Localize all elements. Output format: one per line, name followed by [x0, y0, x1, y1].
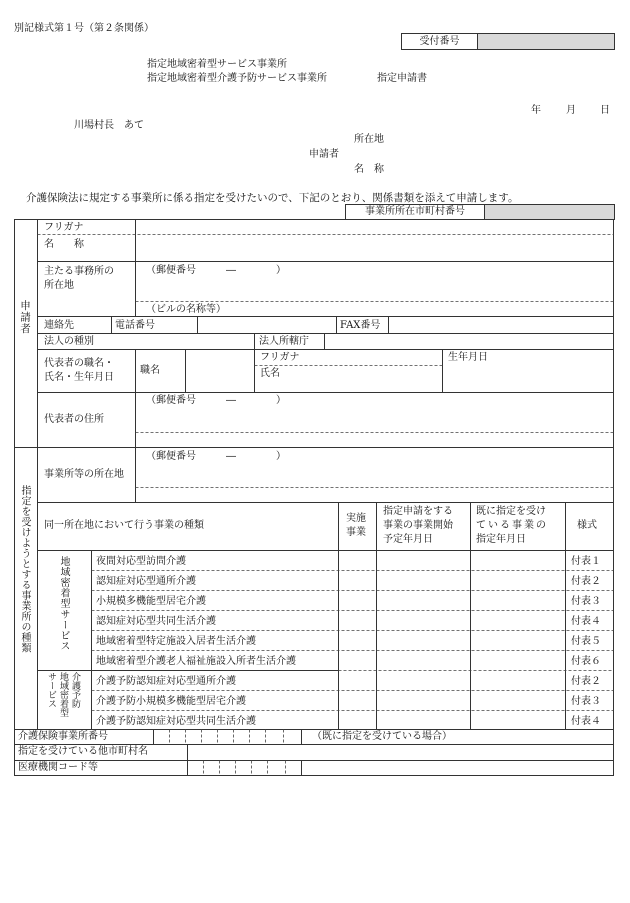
service-form: 付表２	[571, 576, 601, 587]
medical-code-label: 医療機関コード等	[18, 762, 98, 773]
date-month: 月	[566, 105, 576, 116]
furigana-label: フリガナ	[44, 222, 84, 233]
rep-address-label: 代表者の住所	[44, 414, 104, 425]
applicant-name-label: 名 称	[354, 164, 384, 175]
service-name: 認知症対応型共同生活介護	[96, 616, 216, 627]
col-start-date-1: 指定申請をする	[383, 506, 453, 517]
rep-postal-label: （郵便番号 ― ）	[146, 395, 286, 406]
service-name: 介護予防認知症対応型共同生活介護	[96, 716, 256, 727]
col-start-date-2: 事業の事業開始	[383, 520, 453, 531]
col-implemented-2: 事業	[346, 527, 366, 538]
service-form: 付表４	[571, 616, 601, 627]
applicant-address-label: 所在地	[354, 134, 384, 145]
other-municipality-label: 指定を受けている他市町村名	[18, 746, 148, 757]
designation-section-label: 指定を受けようとする事業所の種類	[19, 485, 30, 653]
col-implemented-1: 実施	[346, 513, 366, 524]
main-office-label-1: 主たる事務所の	[44, 266, 114, 277]
title-suffix: 指定申請書	[377, 73, 427, 84]
col-service-type: 同一所在地において行う事業の種類	[44, 520, 204, 531]
title-line-1: 指定地域密着型サービス事業所	[147, 59, 287, 70]
service-form: 付表４	[571, 716, 601, 727]
date-day: 日	[600, 105, 610, 116]
municipal-number-label: 事業所所在市町村番号	[346, 205, 485, 219]
name-label: 名 称	[44, 239, 84, 250]
group-preventive-label-3: サービス	[46, 672, 56, 708]
applicant-label: 申請者	[309, 149, 339, 160]
corp-type-label: 法人の種別	[44, 336, 94, 347]
group-preventive-label-2: 地域密着型	[58, 672, 68, 717]
service-form: 付表１	[571, 556, 601, 567]
col-existing-3: 指定年月日	[476, 534, 526, 545]
service-form: 付表６	[571, 656, 601, 667]
service-form: 付表３	[571, 696, 601, 707]
service-form: 付表３	[571, 596, 601, 607]
fax-label: FAX番号	[340, 320, 381, 331]
rep-title-label: 職名	[140, 365, 160, 376]
corp-authority-label: 法人所轄庁	[259, 336, 309, 347]
group-preventive-label-1: 介護予防	[70, 672, 80, 708]
service-name: 認知症対応型通所介護	[96, 576, 196, 587]
declaration-text: 介護保険法に規定する事業所に係る指定を受けたいので、下記のとおり、関係書類を添えて申請します。	[26, 192, 519, 204]
service-name: 介護予防小規模多機能型居宅介護	[96, 696, 246, 707]
form-id: 別記様式第１号（第２条関係）	[14, 23, 154, 34]
date-year: 年	[531, 105, 541, 116]
rep-name-label: 氏名	[260, 368, 280, 379]
service-name: 介護予防認知症対応型通所介護	[96, 676, 236, 687]
service-name: 地域密着型介護老人福祉施設入所者生活介護	[96, 656, 296, 667]
service-form: 付表２	[571, 676, 601, 687]
col-existing-2: ている事業の	[476, 520, 548, 531]
rep-birthdate-label: 生年月日	[448, 352, 488, 363]
group-community-services: 地域密着型サービス	[58, 556, 69, 652]
title-line-2: 指定地域密着型介護予防サービス事業所	[147, 73, 327, 84]
col-form: 様式	[577, 520, 597, 531]
rep-furigana-label: フリガナ	[260, 352, 300, 363]
contact-label: 連絡先	[44, 320, 74, 331]
office-location-label: 事業所等の所在地	[44, 469, 124, 480]
receipt-number-label: 受付番号	[402, 34, 478, 49]
service-form: 付表５	[571, 636, 601, 647]
service-name: 小規模多機能型居宅介護	[96, 596, 206, 607]
applicant-section-label: 申請者	[19, 300, 31, 335]
phone-label: 電話番号	[115, 320, 155, 331]
rep-label-2: 氏名・生年月日	[44, 372, 114, 383]
existing-note: （既に指定を受けている場合）	[312, 731, 452, 742]
col-start-date-3: 予定年月日	[383, 534, 433, 545]
postal-code-label: （郵便番号 ― ）	[146, 265, 286, 276]
building-name-label: （ビルの名称等）	[146, 304, 226, 315]
rep-label-1: 代表者の職名・	[44, 358, 114, 369]
main-office-label-2: 所在地	[44, 280, 74, 291]
office-postal-label: （郵便番号 ― ）	[146, 451, 286, 462]
service-name: 地域密着型特定施設入居者生活介護	[96, 636, 256, 647]
service-name: 夜間対応型訪問介護	[96, 556, 186, 567]
insurance-number-label: 介護保険事業所番号	[18, 731, 108, 742]
col-existing-1: 既に指定を受け	[476, 506, 546, 517]
addressee: 川場村長 あて	[74, 120, 144, 131]
